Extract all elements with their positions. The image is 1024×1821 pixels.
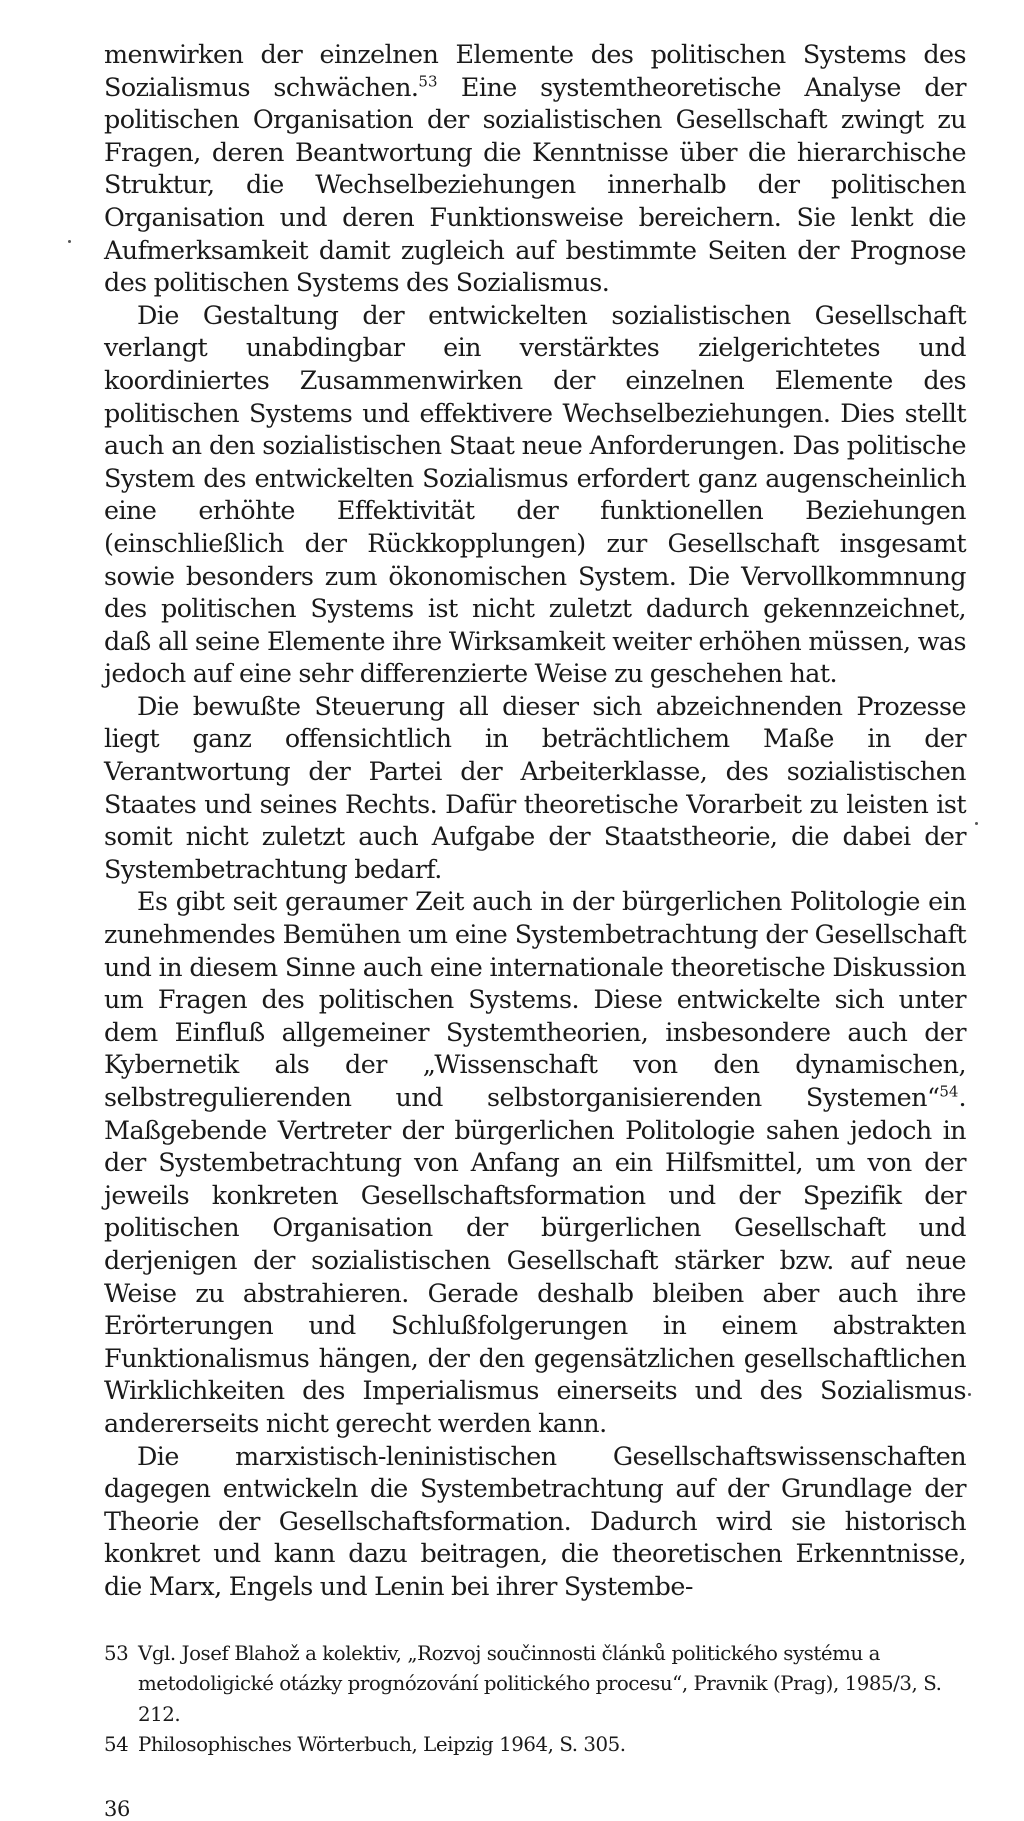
- footnote-number: 54: [104, 1733, 129, 1756]
- footnote-ref-53: 53: [418, 72, 438, 91]
- paragraph-4: [104, 885, 966, 1439]
- paragraph-3: Die bewußte Steuerung all dieser sich abzeichnenden Prozesse liegt ganz offensichtlich in beträchtlichem Maße in der Verantwortung der Partei der Arbeiterklasse, des sozialistischen Staates und seines Rechts. Dafür theoretische Vorarbeit zu leisten ist somit nicht zuletzt auch Aufgabe der Staatstheorie, die dabei der Systembetrachtung bedarf.: [104, 690, 966, 884]
- paragraph-1: [104, 38, 966, 299]
- body-text: [104, 38, 966, 1603]
- paragraph-5: Die marxistisch-leninistischen Gesellschaftswissenschaften dagegen entwickeln die Systembetrachtung auf der Grundlage der Theorie der Gesellschaftsformation. Dadurch wird sie historisch konkret und kann dazu beitragen, die theoretischen Erkenntnisse, die Marx, Engels und Lenin bei ihrer Systembe-: [104, 1440, 966, 1601]
- page-number: 36: [104, 1796, 131, 1821]
- paragraph-2: Die Gestaltung der entwickelten sozialistischen Gesellschaft verlangt unabdingbar ein verstärktes zielgerichtetes und koordiniertes Zusammenwirken der einzelnen Elemente des politischen Systems und effektivere Wechselbeziehungen. Dies stellt auch an den sozialistischen Staat neue Anforderungen. Das politische System des entwickelten Sozialismus erfordert ganz augenscheinlich eine erhöhte Effektivität der funktionellen Beziehungen (einschließlich der Rückkopplungen) zur Gesellschaft insgesamt sowie besonders zum ökonomischen System. Die Vervollkommnung des politischen Systems ist nicht zuletzt dadurch gekennzeichnet, daß all seine Elemente ihre Wirksamkeit weiter erhöhen müssen, was jedoch auf eine sehr differenzierte Weise zu geschehen hat.: [104, 299, 966, 689]
- footnotes: [104, 1639, 966, 1761]
- scan-speck: [68, 240, 71, 243]
- footnote-53: [104, 1639, 966, 1731]
- paragraph-4-part-b: . Maßgebende Vertreter der bürgerlichen Politologie sahen jedoch in der Systembetrachtung von Anfang an ein Hilfsmittel, um von der jeweils konkreten Gesellschaftsformation und der Spezifik der politischen Organisation der bürgerlichen Gesellschaft und derjenigen der sozialistischen Gesellschaft stärker bzw. auf neue Weise zu abstrahieren. Gerade deshalb bleiben aber auch ihre Erörterungen und Schlußfolgerungen in einem abstrakten Funktionalismus hängen, der den gegensätzlichen gesellschaftlichen Wirklichkeiten des Imperialismus einerseits und des Sozialismus andererseits nicht gerecht werden kann.: [104, 1082, 966, 1438]
- footnote-54: [104, 1730, 966, 1761]
- paragraph-1-part-b: Eine systemtheoretische Analyse der politischen Organisation der sozialistischen Gesellschaft zwingt zu Fragen, deren Beantwortung die Kenntnisse über die hierarchische Struktur, die Wechselbeziehungen innerhalb der politischen Organisation und deren Funktionsweise bereichern. Sie lenkt die Aufmerksamkeit damit zugleich auf bestimmte Seiten der Prognose des politischen Systems des Sozialismus.: [104, 71, 967, 298]
- scan-speck: [968, 1393, 971, 1396]
- paragraph-1-part-a: menwirken der einzelnen Elemente des politischen Systems des Sozialismus schwächen.: [104, 39, 966, 102]
- footnote-text: Vgl. Josef Blahož a kolektiv, „Rozvoj součinnosti článků politického systému a metodoligické otázky prognózování politického procesu“, Pravnik (Prag), 1985/3, S. 212.: [138, 1641, 942, 1726]
- footnote-number: 53: [104, 1641, 129, 1665]
- footnote-text: Philosophisches Wörterbuch, Leipzig 1964, S. 305.: [138, 1733, 626, 1756]
- paragraph-4-part-a: Es gibt seit geraumer Zeit auch in der bürgerlichen Politologie ein zunehmendes Bemühen um eine Systembetrachtung der Gesellschaft und in diesem Sinne auch eine internationale theoretische Diskussion um Fragen des politischen Systems. Diese entwickelte sich unter dem Einfluß allgemeiner Systemtheorien, insbesondere auch der Kybernetik als der „Wissenschaft von den dynamischen, selbstregulierenden und selbstorganisierenden Systemen“: [104, 886, 966, 1112]
- book-page: [104, 38, 966, 1821]
- scan-speck: [975, 822, 978, 825]
- footnote-ref-54: 54: [939, 1082, 959, 1101]
